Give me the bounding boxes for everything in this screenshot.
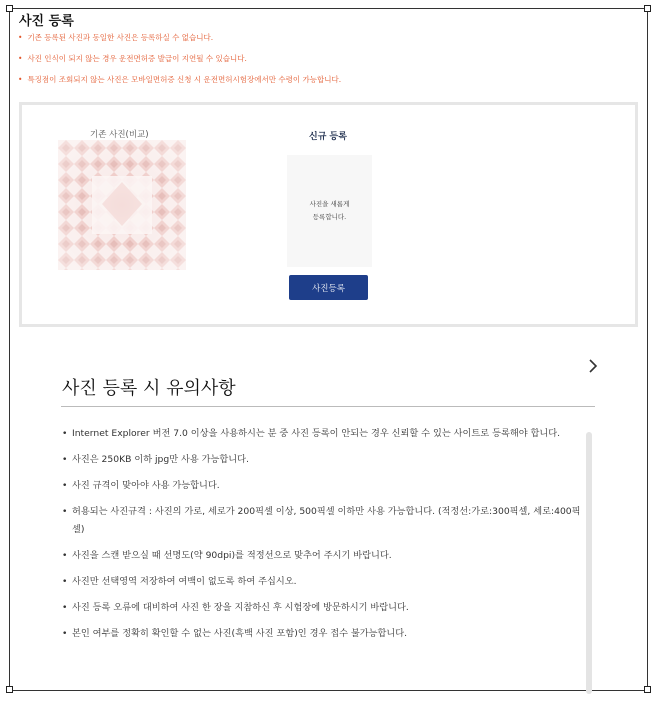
guide-item: • 사진 등록 오류에 대비하여 사진 한 장을 지참하신 후 시험장에 방문하시기 바랍니다. <box>62 599 582 617</box>
close-icon[interactable] <box>586 358 600 374</box>
new-photo-placeholder-line: 사진을 새롭게 <box>309 200 350 208</box>
resize-handle-top-left[interactable] <box>6 5 13 12</box>
guide-content <box>62 425 582 651</box>
guide-title: 사진 등록 시 유의사항 <box>62 378 236 399</box>
upload-photo-button[interactable]: 사진등록 <box>289 275 368 300</box>
guide-item: • 본인 여부를 정확히 확인할 수 없는 사진(흑백 사진 포함)인 경우 접수 불가능합니다. <box>62 625 582 643</box>
resize-handle-top-right[interactable] <box>644 5 651 12</box>
notice-list <box>18 33 341 96</box>
resize-handle-bottom-left[interactable] <box>6 686 13 693</box>
existing-photo-image <box>58 140 186 270</box>
guide-item: • Internet Explorer 버전 7.0 이상을 사용하시는 분 중 사진 등록이 안되는 경우 신뢰할 수 있는 사이트로 등록해야 합니다. <box>62 425 582 443</box>
notice-item: • 특징점이 조회되지 않는 사진은 모바일면허증 신청 시 운전면허시험장에서만 수령이 가능합니다. <box>18 75 341 85</box>
existing-photo-label: 기존 사진(비교) <box>90 130 149 140</box>
page-title: 사진 등록 <box>19 14 74 29</box>
notice-item: • 사진 인식이 되지 않는 경우 운전면허증 발급이 지연될 수 있습니다. <box>18 54 341 64</box>
guide-item: • 사진만 선택영역 저장하여 여백이 없도록 하여 주십시오. <box>62 573 582 591</box>
guide-item: • 사진은 250KB 이하 jpg만 사용 가능합니다. <box>62 451 582 469</box>
guide-item: • 사진 규격이 맞아야 사용 가능합니다. <box>62 477 582 495</box>
guide-item: • 허용되는 사진규격 : 사진의 가로, 세로가 200픽셀 이상, 500픽셀 이하만 사용 가능합니다. (적정선:가로:300픽셀, 세로:400픽셀) <box>62 503 582 539</box>
scrollbar[interactable] <box>586 432 592 694</box>
notice-item: • 기존 등록된 사진과 동일한 사진은 등록하실 수 없습니다. <box>18 33 341 43</box>
divider <box>61 406 595 407</box>
new-photo-placeholder[interactable] <box>287 155 372 267</box>
guide-list <box>62 425 582 643</box>
guide-item: • 사진을 스캔 받으실 때 선명도(약 90dpi)를 적정선으로 맞추어 주시기 바랍니다. <box>62 547 582 565</box>
new-photo-label: 신규 등록 <box>309 132 347 142</box>
new-photo-placeholder-line: 등록합니다. <box>312 213 347 221</box>
resize-handle-bottom-right[interactable] <box>644 686 651 693</box>
